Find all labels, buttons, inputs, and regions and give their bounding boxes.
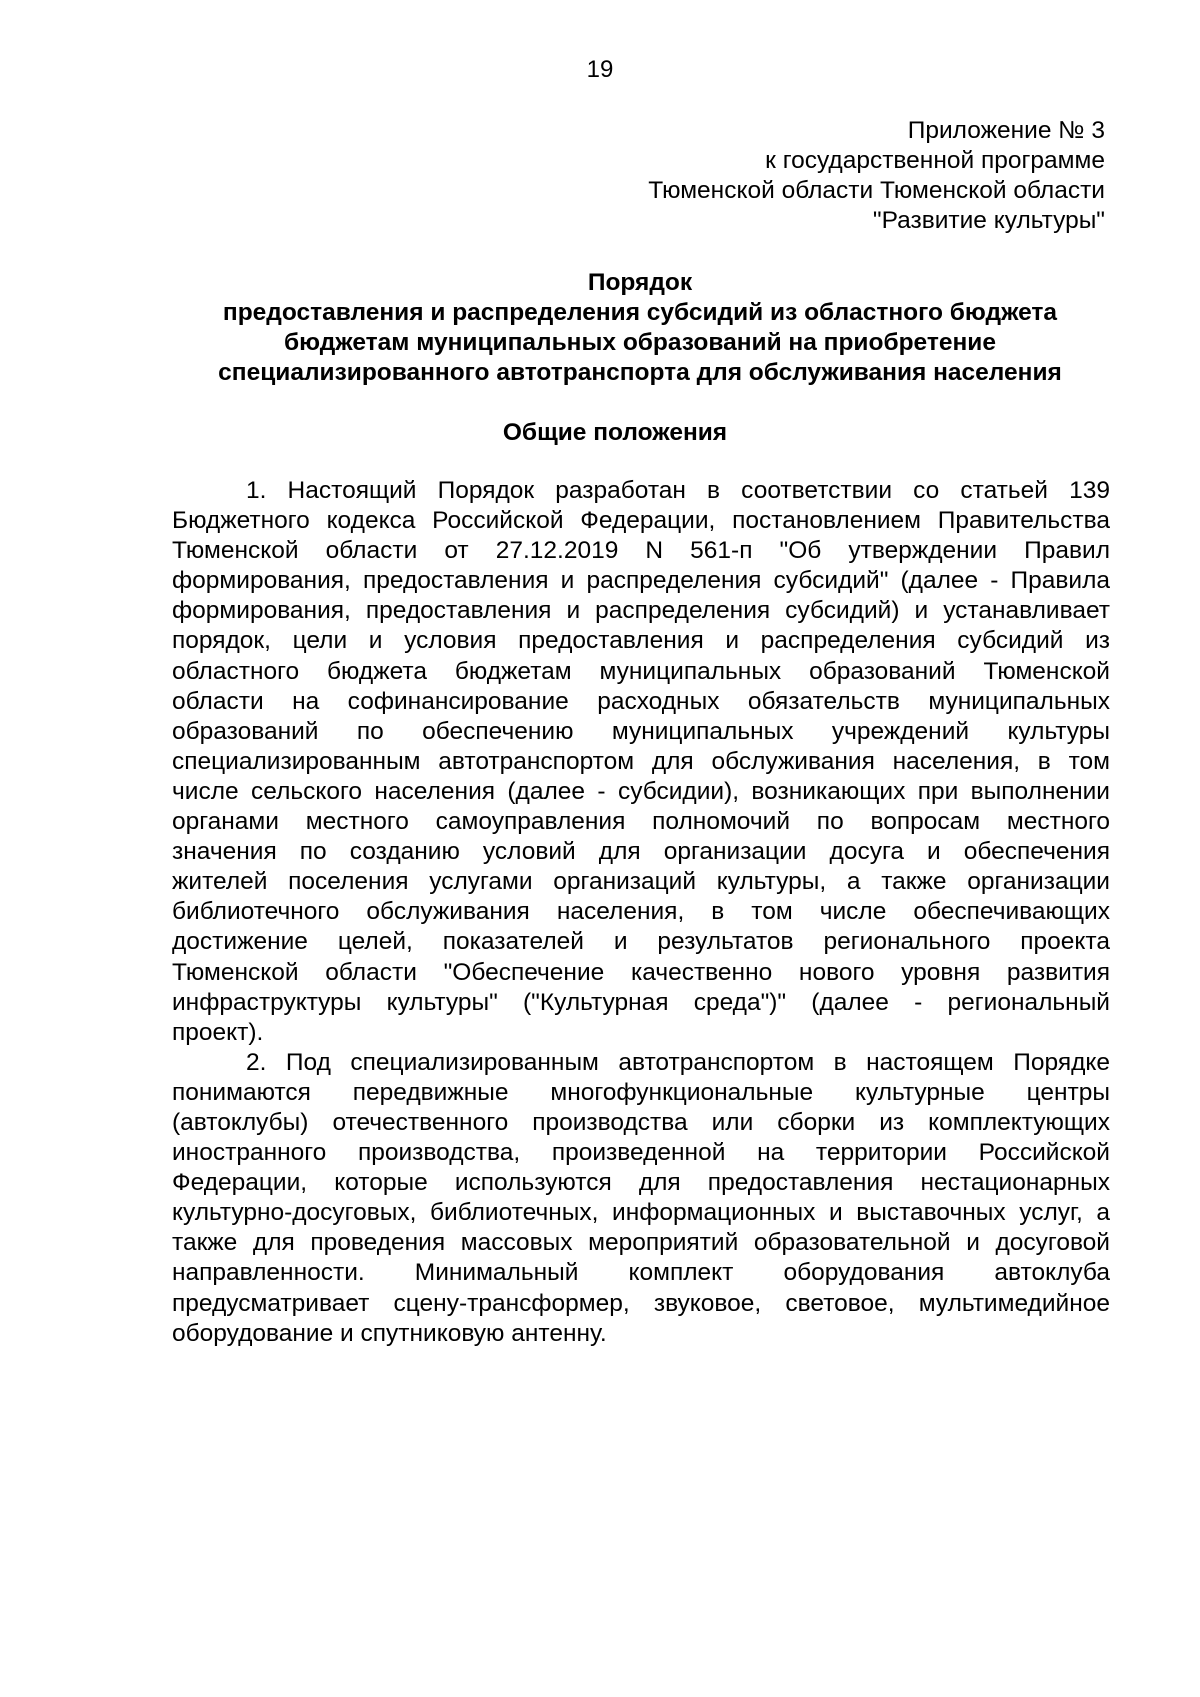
text-line: также для проведения массовых мероприятий образовательной и досуговой	[172, 1229, 1110, 1257]
text-line: специализированным автотранспортом для обслуживания населения, в том	[172, 747, 1110, 775]
document-title	[170, 268, 1110, 388]
appendix-line: Тюменской области Тюменской области	[648, 177, 1105, 204]
text-line: библиотечного обслуживания населения, в том числе обеспечивающих	[172, 898, 1110, 926]
text-line: органами местного самоуправления полномочий по вопросам местного	[172, 808, 1110, 836]
text-line: предусматривает сцену-трансформер, звуковое, световое, мультимедийное	[172, 1289, 1110, 1317]
text-line: Федерации, которые используются для предоставления нестационарных	[172, 1169, 1110, 1197]
appendix-line: к государственной программе	[765, 147, 1105, 174]
text-line: числе сельского населения (далее - субсидии), возникающих при выполнении	[172, 777, 1110, 805]
paragraph-2	[172, 1048, 1110, 1349]
text-line: иностранного производства, произведенной на территории Российской	[172, 1139, 1110, 1167]
text-line: достижение целей, показателей и результатов регионального проекта	[172, 928, 1110, 956]
body-text	[172, 476, 1110, 1349]
page-number: 19	[586, 56, 614, 83]
text-line: формирования, предоставления и распределения субсидий) и устанавливает	[172, 597, 1110, 625]
section-heading: Общие положения	[502, 419, 728, 446]
text-line: понимаются передвижные многофункциональные культурные центры	[172, 1078, 1110, 1106]
paragraph-1	[172, 476, 1110, 1048]
text-line: 2. Под специализированным автотранспортом в настоящем Порядке	[246, 1048, 1110, 1076]
text-line: направленности. Минимальный комплект оборудования автоклуба	[172, 1259, 1110, 1287]
text-line: 1. Настоящий Порядок разработан в соответствии со статьей 139	[246, 477, 1110, 504]
title-line: бюджетам муниципальных образований на приобретение	[284, 329, 996, 356]
appendix-line: "Развитие культуры"	[872, 207, 1105, 234]
text-line: областного бюджета бюджетам муниципальных образований Тюменской	[172, 657, 1110, 685]
title-line: Порядок	[587, 269, 693, 296]
text-line: культурно-досуговых, библиотечных, информационных и выставочных услуг, а	[172, 1199, 1110, 1227]
text-line: жителей поселения услугами организаций культуры, а также организации	[172, 868, 1110, 896]
appendix-line: Приложение № 3	[907, 117, 1105, 144]
text-line: области на софинансирование расходных обязательств муниципальных	[172, 687, 1110, 715]
title-line: специализированного автотранспорта для обслуживания населения	[218, 359, 1062, 386]
text-line: инфраструктуры культуры" ("Культурная среда")" (далее - региональный	[172, 988, 1110, 1016]
title-line: предоставления и распределения субсидий из областного бюджета	[222, 299, 1058, 326]
text-line: порядок, цели и условия предоставления и распределения субсидий из	[172, 627, 1110, 655]
text-line: (автоклубы) отечественного производства или сборки из комплектующих	[172, 1108, 1110, 1136]
text-line: Тюменской области "Обеспечение качественно нового уровня развития	[172, 958, 1110, 986]
text-line: формирования, предоставления и распределения субсидий" (далее - Правила	[172, 567, 1110, 595]
text-line: Бюджетного кодекса Российской Федерации, постановлением Правительства	[172, 507, 1110, 535]
text-line: Тюменской области от 27.12.2019 N 561-п "Об утверждении Правил	[172, 537, 1110, 565]
text-line: проект).	[172, 1018, 264, 1046]
text-line: образований по обеспечению муниципальных учреждений культуры	[172, 717, 1110, 745]
appendix-header	[648, 116, 1105, 236]
text-line: оборудование и спутниковую антенну.	[172, 1319, 607, 1347]
text-line: значения по созданию условий для организации досуга и обеспечения	[172, 838, 1110, 866]
